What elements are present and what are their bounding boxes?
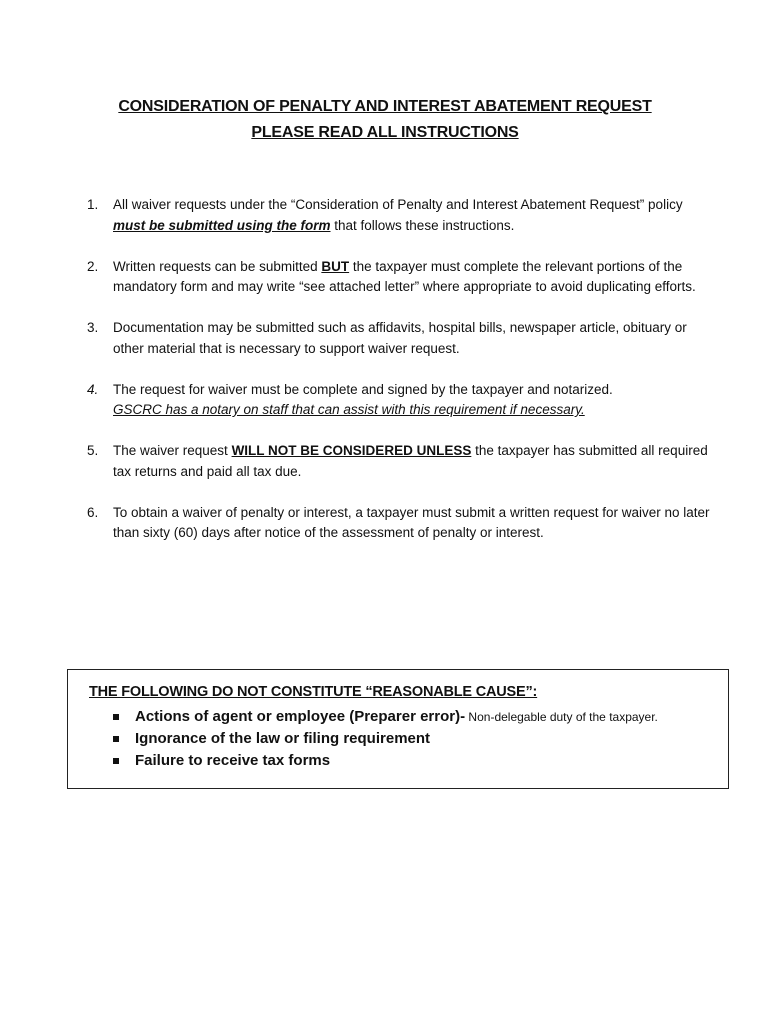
reasonable-cause-text: Ignorance of the law or filing requirement [135,730,431,747]
instruction-number: 5. [87,443,99,458]
reasonable-cause-box [67,669,729,789]
instruction-number: 1. [87,197,99,212]
square-bullet-icon [113,736,119,742]
notary-note: GSCRC has a notary on staff that can assist with this requirement if necessary. [113,402,585,417]
instruction-text: All waiver requests under the “Consideration of Penalty and Interest Abatement Request” policy [113,197,683,212]
reasonable-cause-list [111,706,658,772]
document-subtitle: PLEASE READ ALL INSTRUCTIONS [251,124,519,141]
instruction-number: 6. [87,504,99,520]
instruction-text: the taxpayer has submitted all required tax returns and paid all tax due. [113,443,708,479]
instruction-item-6 [87,503,717,544]
square-bullet-icon [113,758,119,764]
reasonable-cause-text: Failure to receive tax forms [135,752,331,769]
instruction-item-2 [87,257,717,298]
reasonable-cause-heading: THE FOLLOWING DO NOT CONSTITUTE “REASONABLE CAUSE”: [89,684,538,700]
instruction-text: To obtain a waiver of penalty or interest, a taxpayer must submit a written request for waiver no later than sixty (60) days after notice of the assessment of penalty or interest. [113,504,710,540]
instruction-text: that follows these instructions. [330,217,515,233]
instruction-number: 3. [87,320,99,335]
instruction-text: The waiver request [113,443,232,458]
instructions-list [87,195,717,544]
instruction-text: the taxpayer must complete the relevant portions of the mandatory form and may write “see attached letter” where appropriate to avoid duplicating efforts. [113,258,696,294]
instruction-number: 2. [87,258,99,274]
instruction-text: The request for waiver must be complete and signed by the taxpayer and notarized. [113,381,613,397]
instruction-emphasis: BUT [321,258,350,274]
instruction-text: Written requests can be submitted [113,258,322,274]
square-bullet-icon [113,714,119,720]
instruction-item-4 [87,380,717,421]
instruction-number: 4. [87,381,99,397]
instruction-emphasis: WILL NOT BE CONSIDERED UNLESS [231,443,472,458]
reasonable-cause-text: Actions of agent or employee (Preparer error)- [135,708,466,725]
instruction-text: Documentation may be submitted such as affidavits, hospital bills, newspaper article, obituary or other material that is necessary to support waiver request. [113,320,687,356]
instruction-emphasis: must be submitted using the form [113,217,331,233]
reasonable-cause-note: Non-delegable duty of the taxpayer. [465,710,658,724]
instruction-item-1 [87,195,717,236]
document-title: CONSIDERATION OF PENALTY AND INTEREST ABATEMENT REQUEST [118,98,652,115]
instruction-item-5 [87,441,717,482]
reasonable-cause-item [111,706,658,728]
reasonable-cause-item [111,728,658,750]
reasonable-cause-item [111,750,658,772]
instruction-item-3 [87,318,717,359]
